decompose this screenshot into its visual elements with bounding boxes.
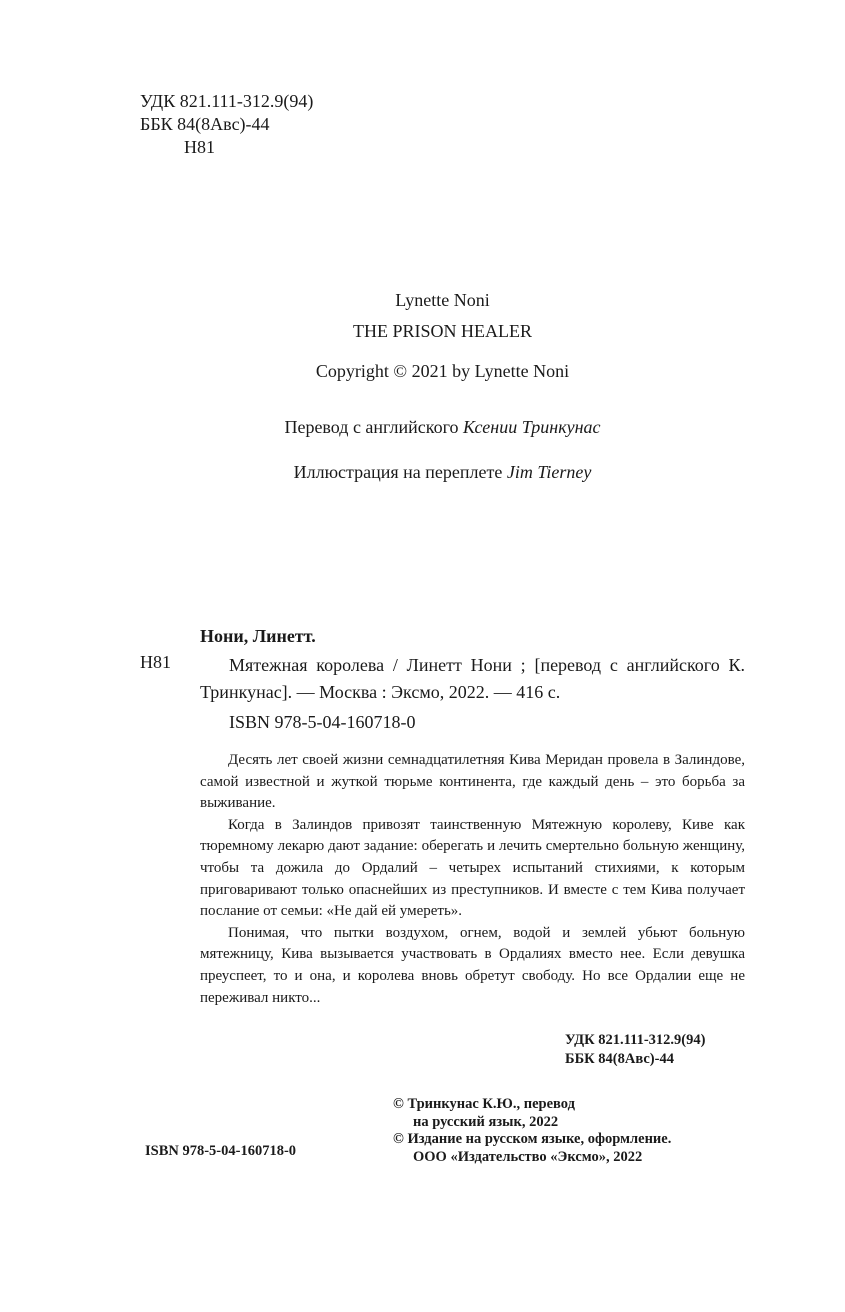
illustration-prefix: Иллюстрация на переплете xyxy=(293,462,503,482)
translation-credit xyxy=(0,417,845,438)
illustrator-name: Jim Tierney xyxy=(506,462,592,482)
annotation-paragraph: Когда в Залиндов привозят таинственную Мятежную королеву, Киве как тюремному лекарю дают задание: оберегать и лечить смертельно больную женщину, чтобы та дожила до Ордалий – четырех испытаний стихиями, к которым приговаривают только опаснейших из преступников. И вместе с тем Кива получает послание от семьи: «Не дай ей умереть». xyxy=(200,816,745,920)
description-text: Мятежная королева / Линетт Нони ; [перевод с английского К. Тринкунас]. — Москва : Эксмо, 2022. — 416 с. xyxy=(200,655,745,702)
original-title: THE PRISON HEALER xyxy=(353,321,532,341)
bibliographic-author-mark: Н81 xyxy=(140,652,171,672)
bibliographic-description xyxy=(200,652,745,706)
copyright-translation-line2: на русский язык, 2022 xyxy=(413,1113,559,1130)
annotation xyxy=(200,750,745,1009)
translation-prefix: Перевод с английского xyxy=(284,417,459,437)
illustration-credit xyxy=(0,462,845,483)
author-mark: Н81 xyxy=(184,137,215,157)
footer-udk: УДК 821.111-312.9(94) xyxy=(565,1032,706,1048)
bibliographic-isbn: ISBN 978-5-04-160718-0 xyxy=(229,712,416,732)
footer-codes xyxy=(565,1031,705,1069)
classification-codes xyxy=(140,90,313,159)
annotation-paragraph: Понимая, что пытки воздухом, огнем, водой и землей убьют больную мятежницу, Кива вызывается участвовать в Ордалиях вместо нее. Если девушка преуспеет, то и она, и королева вновь обретут свободу. Но все Ордалии еще не переживал никто... xyxy=(200,924,745,1006)
original-copyright: Copyright © 2021 by Lynette Noni xyxy=(315,361,570,381)
original-author: Lynette Noni xyxy=(395,290,490,310)
copyright-translation-line1: © Тринкунас К.Ю., перевод xyxy=(393,1096,575,1112)
footer-bbk: ББК 84(8Авс)-44 xyxy=(565,1051,674,1067)
udk-code: УДК 821.111-312.9(94) xyxy=(140,91,314,111)
copyright-edition-line2: ООО «Издательство «Эксмо», 2022 xyxy=(413,1148,643,1165)
footer-isbn: ISBN 978-5-04-160718-0 xyxy=(145,1143,297,1159)
copyright-edition-line1: © Издание на русском языке, оформление. xyxy=(393,1131,672,1147)
copyright-notices xyxy=(393,1096,671,1166)
bibliographic-heading: Нони, Линетт. xyxy=(200,626,316,646)
translator-name: Ксении Тринкунас xyxy=(463,417,601,437)
bbk-code: ББК 84(8Авс)-44 xyxy=(140,114,270,134)
annotation-paragraph: Десять лет своей жизни семнадцатилетняя Кива Меридан провела в Залиндове, самой известной и жуткой тюрьме континента, где каждый день – это борьба за выживание. xyxy=(200,752,745,812)
